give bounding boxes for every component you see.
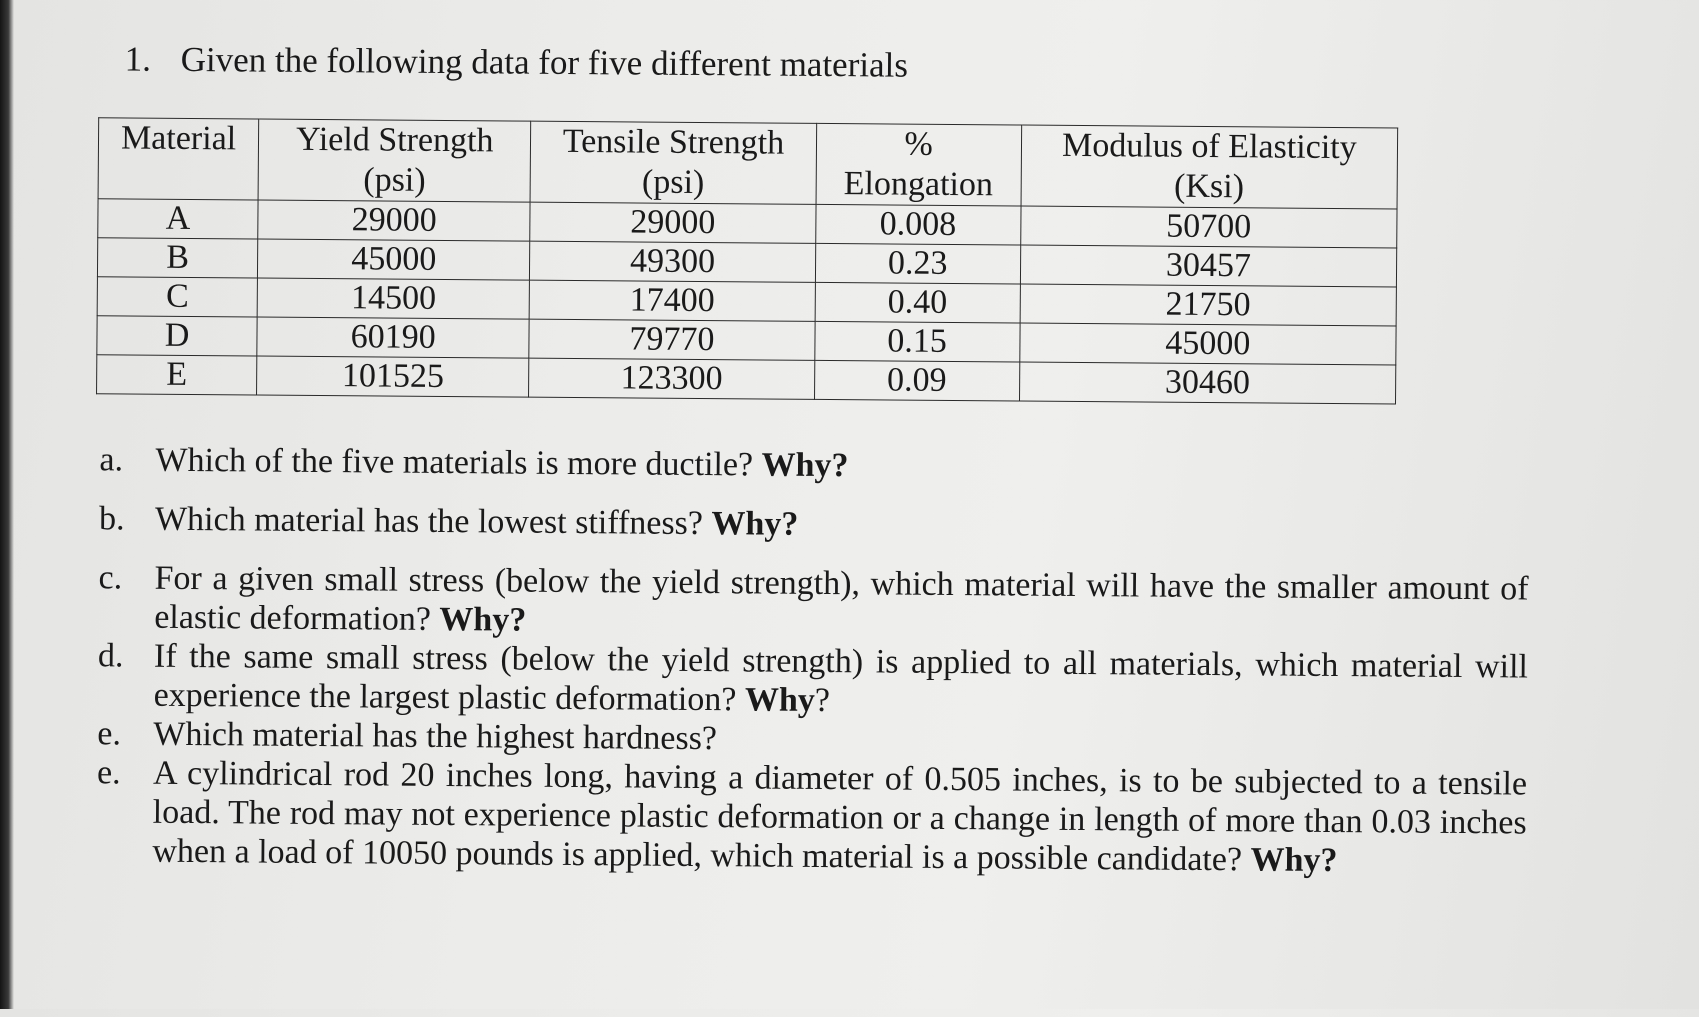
- cell-modulus: 30457: [1020, 245, 1397, 287]
- subquestion-list: [96, 440, 1529, 881]
- subquestion-text: If the same small stress (below the yield strength) is applied to all materials, which material will experience the largest plastic deformation?: [153, 637, 1529, 719]
- cell-yield: 101525: [257, 356, 530, 397]
- cell-material: A: [98, 199, 258, 239]
- cell-material: E: [97, 355, 257, 395]
- subquestion-b: [99, 499, 1529, 549]
- cell-elongation: 0.09: [814, 360, 1019, 401]
- subquestion-text: A cylindrical rod 20 inches long, having a diameter of 0.505 inches, is to be subjected to a tensile load. The rod may not experience plastic deformation or a change in length of more than 0.03 inches when a load of 10050 pounds is applied, which material is a possible candidate?: [152, 754, 1528, 879]
- materials-table: [96, 117, 1398, 404]
- question-number: 1.: [124, 39, 152, 79]
- subquestion-text: For a given small stress (below the yield strength), which material will have the smaller amount of elastic deformation?: [154, 559, 1529, 638]
- question-mark: ?: [814, 681, 831, 720]
- cell-tensile: 29000: [530, 202, 815, 243]
- cell-material: B: [97, 238, 257, 278]
- subquestion-e-rod: [96, 753, 1527, 881]
- cell-material: C: [97, 277, 257, 317]
- header-elongation: % Elongation: [816, 123, 1022, 206]
- cell-modulus: 30460: [1019, 362, 1396, 404]
- cell-elongation: 0.008: [815, 204, 1020, 245]
- subquestion-d: [98, 636, 1529, 725]
- subquestion-letter: e.: [96, 754, 121, 792]
- why-emphasis: Why: [744, 681, 815, 719]
- cell-yield: 60190: [257, 317, 530, 358]
- cell-tensile: 79770: [529, 319, 814, 360]
- cell-modulus: 50700: [1020, 206, 1397, 248]
- cell-yield: 45000: [258, 239, 531, 280]
- cell-elongation: 0.23: [815, 243, 1020, 284]
- question-header: [124, 39, 908, 85]
- header-yield-strength: Yield Strength (psi): [258, 119, 531, 202]
- subquestion-letter: a.: [99, 441, 124, 479]
- cell-yield: 14500: [257, 278, 530, 319]
- subquestion-text: Which of the five materials is more ductile?: [155, 441, 762, 484]
- cell-yield: 29000: [258, 200, 531, 241]
- subquestion-text: Which material has the lowest stiffness?: [154, 500, 712, 543]
- subquestion-letter: c.: [98, 559, 123, 597]
- cell-material: D: [97, 316, 257, 356]
- cell-elongation: 0.15: [814, 321, 1019, 362]
- cell-modulus: 21750: [1020, 284, 1397, 326]
- subquestion-letter: d.: [97, 637, 124, 675]
- cell-modulus: 45000: [1020, 323, 1397, 365]
- why-emphasis: Why?: [1250, 841, 1338, 880]
- why-emphasis: Why?: [761, 446, 849, 485]
- cell-tensile: 123300: [529, 358, 814, 399]
- cell-tensile: 17400: [530, 280, 815, 321]
- table-header-row: [98, 118, 1398, 209]
- header-material: Material: [98, 118, 259, 200]
- cell-tensile: 49300: [530, 241, 815, 282]
- header-tensile-strength: Tensile Strength (psi): [530, 121, 816, 204]
- why-emphasis: Why?: [439, 600, 527, 639]
- subquestion-letter: b.: [98, 500, 125, 538]
- header-modulus: Modulus of Elasticity (Ksi): [1021, 125, 1398, 209]
- why-emphasis: Why?: [711, 505, 799, 543]
- question-text: Given the following data for five different materials: [180, 39, 909, 85]
- cell-elongation: 0.40: [815, 282, 1020, 323]
- subquestion-c: [98, 558, 1529, 647]
- subquestion-letter: e.: [97, 715, 122, 753]
- subquestion-text: Which material has the highest hardness?: [153, 715, 718, 758]
- subquestion-a: [99, 440, 1529, 490]
